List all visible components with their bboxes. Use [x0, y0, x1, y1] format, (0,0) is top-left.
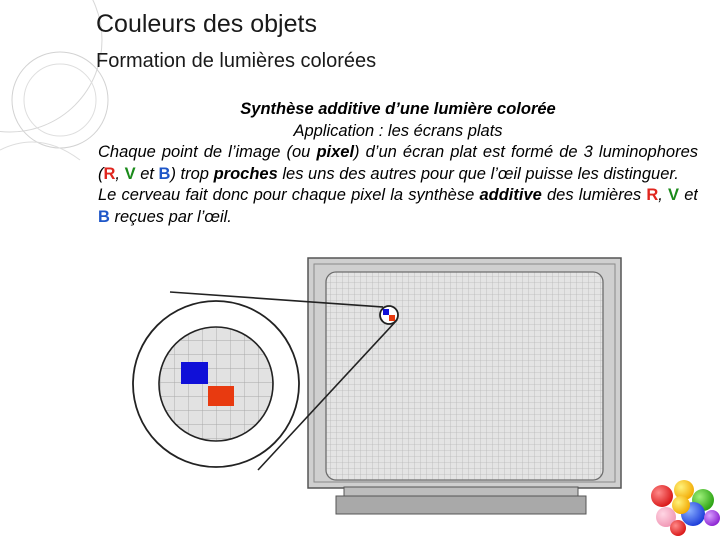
zoom-magnifier-circle-icon — [133, 301, 299, 467]
letter-b: B — [158, 164, 171, 183]
term-additive: additive — [479, 186, 542, 204]
letter-r: R — [103, 164, 116, 183]
slide-title: Couleurs des objets — [96, 10, 317, 38]
body-text — [98, 99, 698, 259]
term-pixel: pixel — [316, 143, 355, 161]
color-balls-icon — [651, 480, 720, 536]
letter-v: V — [124, 164, 136, 183]
slide-subtitle: Formation de lumières colorées — [96, 50, 377, 72]
application-line: Application : les écrans plats — [293, 121, 503, 140]
flat-screen-monitor-icon — [308, 258, 621, 514]
term-proches: proches — [213, 164, 278, 183]
paragraph-brain: Le cerveau fait donc pour chaque pixel la synthèse additive des lumières R, V et B reçues par l’œil. — [98, 186, 698, 226]
paragraph-pixels: Chaque point de l’image (ou pixel) d’un écran plat est formé de 3 luminophores (R, V et B) trop proches les uns des autres pour que l’œil puisse les distinguer. — [98, 143, 698, 183]
section-heading: Synthèse additive d’une lumière colorée — [240, 100, 556, 118]
